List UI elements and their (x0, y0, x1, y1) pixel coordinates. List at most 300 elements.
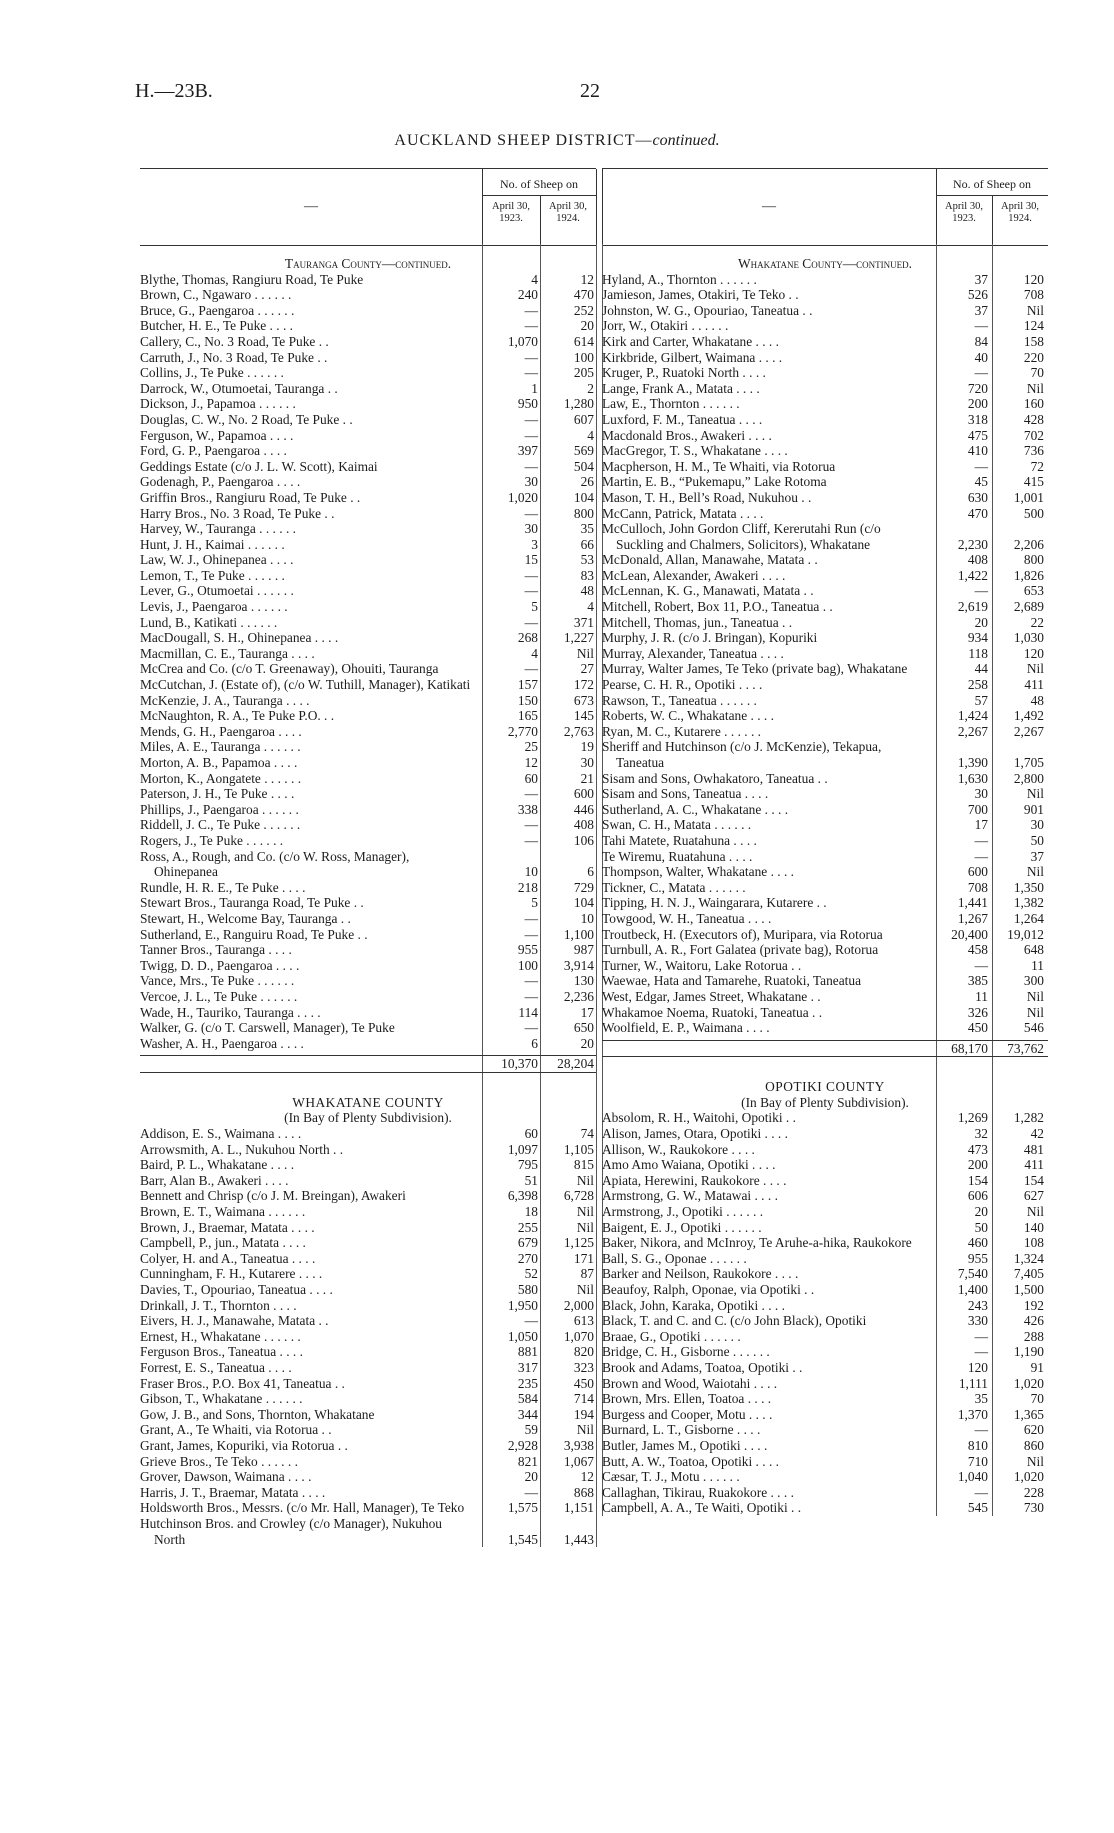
table-row (602, 1173, 1048, 1189)
whakatane-continued-rows (602, 272, 1048, 1036)
table-row (140, 1173, 596, 1189)
owner-name: Te Wiremu, Ruatahuna . . . . (602, 848, 753, 864)
owner-name: Lund, B., Katikati . . . . . . (140, 614, 278, 630)
sheep-1923: 60 (524, 1126, 538, 1142)
table-row (602, 552, 1048, 568)
table-row (602, 1142, 1048, 1158)
table-row (140, 287, 596, 303)
sheep-1924: 1,365 (1013, 1406, 1044, 1422)
owner-name: McCulloch, John Gordon Cliff, Kererutahi Run (c/o Suckling and Chalmers, Solicitors), Whakatane (602, 521, 881, 552)
table-row (140, 802, 596, 818)
sheep-1924: Nil (576, 1422, 594, 1438)
owner-name: Levis, J., Paengaroa . . . . . . (140, 599, 288, 615)
owner-name: Armstrong, J., Opotiki . . . . . . (602, 1204, 764, 1220)
owner-name: Davies, T., Opouriao, Taneatua . . . . (140, 1282, 333, 1297)
table-row (140, 833, 596, 849)
table-row (140, 1298, 596, 1314)
sheep-1923: 326 (967, 1004, 988, 1020)
table-row (602, 506, 1048, 522)
sheep-1923: 5 (531, 895, 538, 911)
owner-name: Allison, W., Raukokore . . . . (602, 1141, 755, 1157)
sheep-1923: 7,540 (957, 1266, 988, 1282)
table-row (140, 677, 596, 693)
table-row (602, 1407, 1048, 1423)
owner-name: Hyland, A., Thornton . . . . . . (602, 271, 757, 287)
sheep-1923: 235 (517, 1375, 538, 1391)
sheep-1923: 35 (974, 1391, 988, 1407)
sheep-1924: 901 (1023, 801, 1044, 817)
sheep-1923: 475 (967, 427, 988, 443)
sheep-1923: — (524, 817, 538, 833)
sheep-1924: Nil (1026, 864, 1044, 880)
sheep-1924: 428 (1023, 411, 1044, 427)
table-row (602, 1469, 1048, 1485)
sheep-1924: 1,705 (1013, 755, 1044, 770)
sheep-1924: 140 (1023, 1219, 1044, 1235)
owner-name: Forrest, E. S., Taneatua . . . . (140, 1359, 292, 1375)
sheep-1924: 2,763 (563, 723, 594, 739)
sheep-1924: 1,324 (1013, 1250, 1044, 1266)
owner-name: Sutherland, E., Ranguiru Road, Te Puke . . (140, 926, 368, 942)
sheep-1924: 2 (587, 380, 594, 396)
table-row (602, 864, 1048, 880)
sheep-1924: 504 (573, 458, 594, 474)
sheep-1924: 74 (580, 1126, 594, 1142)
owner-name: Callaghan, Tikirau, Ruakokore . . . . (602, 1484, 794, 1500)
owner-name: Whakamoe Noema, Ruatoki, Taneatua . . (602, 1004, 823, 1020)
header-date-1923: April 30, 1923. (492, 201, 530, 224)
owner-name: Black, T. and C. and C. (c/o John Black), Opotiki (602, 1313, 867, 1329)
owner-name: Burnard, L. T., Gisborne . . . . (602, 1422, 761, 1438)
sheep-1923: — (524, 910, 538, 926)
table-row (140, 895, 596, 911)
table-row (602, 474, 1048, 490)
owner-name: McDonald, Allan, Manawahe, Matata . . (602, 552, 818, 568)
table-row (602, 927, 1048, 943)
sheep-1923: — (524, 661, 538, 677)
owner-name: Kirkbride, Gilbert, Waimana . . . . (602, 349, 783, 365)
sheep-1923: 37 (974, 271, 988, 287)
sheep-1924: 70 (1030, 1391, 1044, 1407)
sheep-1923: 545 (967, 1500, 988, 1516)
sheep-1924: 1,227 (563, 630, 594, 646)
table-row (140, 521, 596, 537)
sheep-1923: — (974, 1328, 988, 1344)
sheep-1923: 1,097 (507, 1141, 538, 1157)
table-row (602, 802, 1048, 818)
sheep-1923: — (524, 1313, 538, 1329)
owner-name: Fraser Bros., P.O. Box 41, Taneatua . . (140, 1375, 345, 1391)
table-row (140, 396, 596, 412)
page-number: 22 (580, 80, 600, 102)
owner-name: Bridge, C. H., Gisborne . . . . . . (602, 1344, 770, 1360)
sheep-1923: 20 (524, 1469, 538, 1485)
owner-name: Black, John, Karaka, Opotiki . . . . (602, 1297, 785, 1313)
sheep-1924: 1,443 (563, 1531, 594, 1547)
sheep-1924: 708 (1023, 287, 1044, 303)
owner-name: Harvey, W., Tauranga . . . . . . (140, 521, 296, 537)
table-row (602, 1298, 1048, 1314)
header-date-1924: April 30, 1924. (549, 201, 587, 224)
sheep-1923: 84 (974, 333, 988, 349)
sheep-1923: — (524, 1484, 538, 1500)
table-row (140, 708, 596, 724)
sheep-1923: — (524, 365, 538, 381)
table-row (602, 1329, 1048, 1345)
table-row (140, 1360, 596, 1376)
sheep-1924: 1,105 (563, 1141, 594, 1157)
sheep-1923: 51 (524, 1172, 538, 1188)
sheep-1923: 330 (967, 1313, 988, 1329)
sheep-1924: 569 (573, 443, 594, 459)
sheep-1923: 1,424 (957, 708, 988, 724)
owner-name: Arrowsmith, A. L., Nukuhou North . . (140, 1141, 344, 1157)
table-row (140, 1329, 596, 1345)
sheep-1924: 228 (1023, 1484, 1044, 1500)
sheep-1924: 450 (573, 1375, 594, 1391)
sheep-1923: — (974, 832, 988, 848)
table-row (140, 318, 596, 334)
sheep-1924: Nil (1026, 1453, 1044, 1469)
sheep-1924: 120 (1023, 271, 1044, 287)
owner-name: Brown, E. T., Waimana . . . . . . (140, 1204, 306, 1220)
sheep-1924: 130 (573, 973, 594, 989)
sheep-1924: Nil (576, 1172, 594, 1188)
sheep-1924: 411 (1024, 1157, 1044, 1173)
owner-name: Mitchell, Robert, Box 11, P.O., Taneatua . . (602, 599, 833, 615)
sheep-1923: 255 (517, 1219, 538, 1235)
owner-name: Bruce, G., Paengaroa . . . . . . (140, 302, 295, 318)
sheep-1924: 26 (580, 474, 594, 490)
owner-name: Murray, Walter James, Te Teko (private bag), Whakatane (602, 661, 908, 677)
sheep-1924: 323 (573, 1359, 594, 1375)
total-1924: 28,204 (557, 1056, 594, 1072)
page-title (0, 132, 1114, 150)
sheep-1924: 1,280 (563, 396, 594, 412)
sheep-1924: 1,151 (563, 1500, 594, 1516)
sheep-1924: Nil (576, 1282, 594, 1297)
section-heading: Tauranga County—continued. (284, 256, 452, 271)
table-row (140, 1020, 596, 1036)
sheep-1923: 708 (967, 879, 988, 895)
owner-name: Butcher, H. E., Te Puke . . . . (140, 318, 293, 334)
table-row (140, 1005, 596, 1021)
owner-name: Wade, H., Tauriko, Tauranga . . . . (140, 1004, 321, 1020)
sheep-1923: 408 (967, 552, 988, 568)
owner-name: Douglas, C. W., No. 2 Road, Te Puke . . (140, 411, 353, 427)
sheep-1923: — (524, 458, 538, 474)
owner-name: Ryan, M. C., Kutarere . . . . . . (602, 723, 762, 739)
table-row (140, 1126, 596, 1142)
sheep-1924: 104 (573, 489, 594, 505)
table-row (140, 599, 596, 615)
sheep-1923: 1,070 (507, 333, 538, 349)
sheep-1924: Nil (576, 1204, 594, 1220)
sheep-1923: 460 (967, 1235, 988, 1251)
owner-name: Macmillan, C. E., Tauranga . . . . (140, 645, 315, 661)
table-row (602, 849, 1048, 865)
sheep-1924: 4 (587, 599, 594, 615)
owner-name: Carruth, J., No. 3 Road, Te Puke . . (140, 349, 328, 365)
sheep-1923: 1,575 (507, 1500, 538, 1516)
table-row (140, 428, 596, 444)
sheep-1923: — (524, 427, 538, 443)
table-row (602, 677, 1048, 693)
sheep-1924: 10 (580, 910, 594, 926)
sheep-1924: 3,938 (563, 1437, 594, 1453)
sheep-1924: 87 (580, 1266, 594, 1282)
table-row (602, 1500, 1048, 1516)
sheep-1924: 2,236 (563, 988, 594, 1004)
sheep-1924: 1,190 (1013, 1344, 1044, 1360)
sheep-1924: 30 (1030, 817, 1044, 833)
sheep-1924: 1,020 (1013, 1375, 1044, 1391)
table-row (602, 1438, 1048, 1454)
table-row (140, 646, 596, 662)
header-date-1924: April 30, 1924. (1001, 201, 1039, 224)
table-row (602, 396, 1048, 412)
table-row (602, 880, 1048, 896)
owner-name: McLean, Alexander, Awakeri . . . . (602, 567, 786, 583)
sheep-1923: 100 (517, 957, 538, 973)
table-row (602, 1204, 1048, 1220)
header-date-1923: April 30, 1923. (945, 201, 983, 224)
sheep-1924: 736 (1023, 443, 1044, 459)
sheep-1924: 446 (573, 801, 594, 817)
table-row (140, 1036, 596, 1052)
sheep-1923: 397 (517, 443, 538, 459)
sheep-1924: 2,206 (1013, 536, 1044, 552)
sheep-1924: 1,030 (1013, 630, 1044, 646)
owner-name: MacGregor, T. S., Whakatane . . . . (602, 443, 788, 459)
table-row (602, 1126, 1048, 1142)
table-row (602, 583, 1048, 599)
sheep-1923: 338 (517, 801, 538, 817)
sheep-1924: Nil (1026, 786, 1044, 802)
table-row (602, 989, 1048, 1005)
owner-name: Morton, K., Aongatete . . . . . . (140, 770, 302, 786)
sheep-1923: 795 (517, 1157, 538, 1173)
table-row (140, 849, 596, 880)
sheep-1924: 48 (580, 583, 594, 599)
sheep-1924: 1,001 (1013, 489, 1044, 505)
sheep-1923: 15 (524, 552, 538, 568)
sheep-1923: 2,267 (957, 723, 988, 739)
owner-name: Burgess and Cooper, Motu . . . . (602, 1406, 773, 1422)
sheep-1924: 100 (573, 349, 594, 365)
sheep-1924: Nil (1026, 988, 1044, 1004)
owner-name: Riddell, J. C., Te Puke . . . . . . (140, 817, 301, 833)
owner-name: Blythe, Thomas, Rangiuru Road, Te Puke (140, 271, 364, 287)
section-heading: WHAKATANE COUNTY (292, 1094, 444, 1110)
sheep-1924: 650 (573, 1020, 594, 1036)
owner-name: Braae, G., Opotiki . . . . . . (602, 1328, 741, 1344)
owner-name: Sisam and Sons, Taneatua . . . . (602, 786, 769, 802)
sheep-1923: 580 (517, 1282, 538, 1297)
sheep-1924: 408 (573, 817, 594, 833)
sheep-1923: — (974, 957, 988, 973)
owner-name: Lemon, T., Te Puke . . . . . . (140, 567, 285, 583)
owner-name: Gow, J. B., and Sons, Thornton, Whakatane (140, 1406, 375, 1422)
sheep-1924: 11 (1031, 957, 1044, 973)
sheep-1923: 526 (967, 287, 988, 303)
owner-name: MacDougall, S. H., Ohinepanea . . . . (140, 630, 339, 646)
owner-name: Eivers, H. J., Manawahe, Matata . . (140, 1313, 329, 1329)
sheep-1923: 4 (531, 645, 538, 661)
owner-name: Vance, Mrs., Te Puke . . . . . . (140, 973, 295, 989)
owner-name: Absolom, R. H., Waitohi, Opotiki . . (602, 1110, 796, 1126)
sheep-1923: 25 (524, 739, 538, 755)
sheep-1924: 1,264 (1013, 910, 1044, 926)
table-row (602, 817, 1048, 833)
table-row (602, 1005, 1048, 1021)
sheep-1924: 4 (587, 427, 594, 443)
sheep-1924: 1,067 (563, 1453, 594, 1469)
table-row (140, 771, 596, 787)
sheep-1924: 20 (580, 318, 594, 334)
sheep-1923: 584 (517, 1391, 538, 1407)
sheep-1923: — (524, 302, 538, 318)
sheep-1924: 1,350 (1013, 879, 1044, 895)
table-row (602, 1485, 1048, 1501)
sheep-1923: 1,630 (957, 770, 988, 786)
owner-name: Stewart, H., Welcome Bay, Tauranga . . (140, 910, 351, 926)
sheep-1924: 1,826 (1013, 567, 1044, 583)
table-row (602, 1110, 1048, 1126)
owner-name: Macpherson, H. M., Te Whaiti, via Rotorua (602, 458, 836, 474)
sheep-1924: 145 (573, 708, 594, 724)
table-row (602, 1313, 1048, 1329)
table-row (140, 1251, 596, 1267)
table-row (602, 381, 1048, 397)
sheep-1923: — (524, 349, 538, 365)
table-row (140, 1485, 596, 1501)
owner-name: Baird, P. L., Whakatane . . . . (140, 1157, 295, 1173)
sheep-1923: 1,111 (958, 1375, 988, 1391)
owner-name: Cunningham, F. H., Kutarere . . . . (140, 1266, 323, 1282)
table-row (602, 1282, 1048, 1298)
sheep-1923: 821 (517, 1453, 538, 1469)
sheep-1924: 2,689 (1013, 599, 1044, 615)
table-row (140, 272, 596, 288)
sheep-1924: Nil (1026, 661, 1044, 677)
sheep-1924: 470 (573, 287, 594, 303)
table-row (602, 739, 1048, 770)
sheep-1924: 53 (580, 552, 594, 568)
table-row (140, 1376, 596, 1392)
sheep-1923: 20,400 (951, 926, 988, 942)
table-row (602, 568, 1048, 584)
header-sheep-on: No. of Sheep on (953, 177, 1031, 191)
owner-name: Sheriff and Hutchinson (c/o J. McKenzie), Tekapua, Taneatua (602, 739, 882, 770)
table-row (602, 1376, 1048, 1392)
owner-name: Harry Bros., No. 3 Road, Te Puke . . (140, 505, 335, 521)
table-row (602, 646, 1048, 662)
sheep-1923: 52 (524, 1266, 538, 1282)
sheep-1923: — (524, 411, 538, 427)
sheep-1924: 220 (1023, 349, 1044, 365)
owner-name: Brown, Mrs. Ellen, Toatoa . . . . (602, 1391, 772, 1407)
sheep-1923: — (524, 786, 538, 802)
sheep-1923: 934 (967, 630, 988, 646)
sheep-1924: 673 (573, 692, 594, 708)
sheep-1923: 240 (517, 287, 538, 303)
owner-name: Harris, J. T., Braemar, Matata . . . . (140, 1484, 326, 1500)
whakatane-rows (140, 1126, 596, 1547)
sheep-1923: 30 (524, 521, 538, 537)
sheep-1924: 426 (1023, 1313, 1044, 1329)
owner-name: Jamieson, James, Otakiri, Te Teko . . (602, 287, 799, 303)
table-row (602, 958, 1048, 974)
table-row (140, 942, 596, 958)
table-row (602, 365, 1048, 381)
owner-name: Grover, Dawson, Waimana . . . . (140, 1469, 312, 1485)
table-row (602, 1157, 1048, 1173)
sheep-1923: 2,928 (507, 1437, 538, 1453)
total-row (140, 1055, 596, 1073)
sheep-1923: 606 (967, 1188, 988, 1204)
table-row (140, 1422, 596, 1438)
total-row (602, 1040, 1048, 1058)
sheep-1924: 72 (1030, 458, 1044, 474)
owner-name: Barr, Alan B., Awakeri . . . . (140, 1172, 289, 1188)
owner-name: Dickson, J., Papamoa . . . . . . (140, 396, 296, 412)
sheep-1924: 500 (1023, 505, 1044, 521)
table-row (602, 693, 1048, 709)
sheep-1924: 1,282 (1013, 1110, 1044, 1126)
table-row (140, 1220, 596, 1236)
sheep-1924: 613 (573, 1313, 594, 1329)
opotiki-rows (602, 1110, 1048, 1515)
sheep-1923: 3 (531, 536, 538, 552)
tauranga-rows (140, 272, 596, 1052)
sheep-1923: 270 (517, 1250, 538, 1266)
owner-name: Law, E., Thornton . . . . . . (602, 396, 740, 412)
sheep-1924: 800 (1023, 552, 1044, 568)
sheep-1924: 815 (573, 1157, 594, 1173)
sheep-1924: 411 (1024, 677, 1044, 693)
table-row (602, 1266, 1048, 1282)
owner-name: Murray, Alexander, Taneatua . . . . (602, 645, 784, 661)
sheep-1924: 17 (580, 1004, 594, 1020)
sheep-1923: 200 (967, 396, 988, 412)
sheep-1924: 172 (573, 677, 594, 693)
sheep-1924: 124 (1023, 318, 1044, 334)
sheep-1923: — (974, 365, 988, 381)
table-row (140, 693, 596, 709)
sheep-1924: 194 (573, 1406, 594, 1422)
table-row (140, 365, 596, 381)
sheep-1924: 91 (1030, 1359, 1044, 1375)
table-row (602, 708, 1048, 724)
sheep-1923: 710 (967, 1453, 988, 1469)
owner-name: Brook and Adams, Toatoa, Opotiki . . (602, 1359, 803, 1375)
owner-name: Roberts, W. C., Whakatane . . . . (602, 708, 774, 724)
table-row (602, 490, 1048, 506)
sheep-1923: 458 (967, 942, 988, 958)
owner-name: Swan, C. H., Matata . . . . . . (602, 817, 752, 833)
table-row (140, 911, 596, 927)
table-row (602, 1454, 1048, 1470)
owner-name: Waewae, Hata and Tamarehe, Ruatoki, Taneatua (602, 973, 862, 989)
owner-name: West, Edgar, James Street, Whakatane . . (602, 988, 821, 1004)
sheep-1923: 1,050 (507, 1328, 538, 1344)
table-row (140, 552, 596, 568)
table-row (602, 428, 1048, 444)
owner-name: Geddings Estate (c/o J. L. W. Scott), Kaimai (140, 458, 378, 474)
title-main: AUCKLAND SHEEP DISTRICT— (394, 132, 653, 149)
owner-name: Lever, G., Otumoetai . . . . . . (140, 583, 294, 599)
